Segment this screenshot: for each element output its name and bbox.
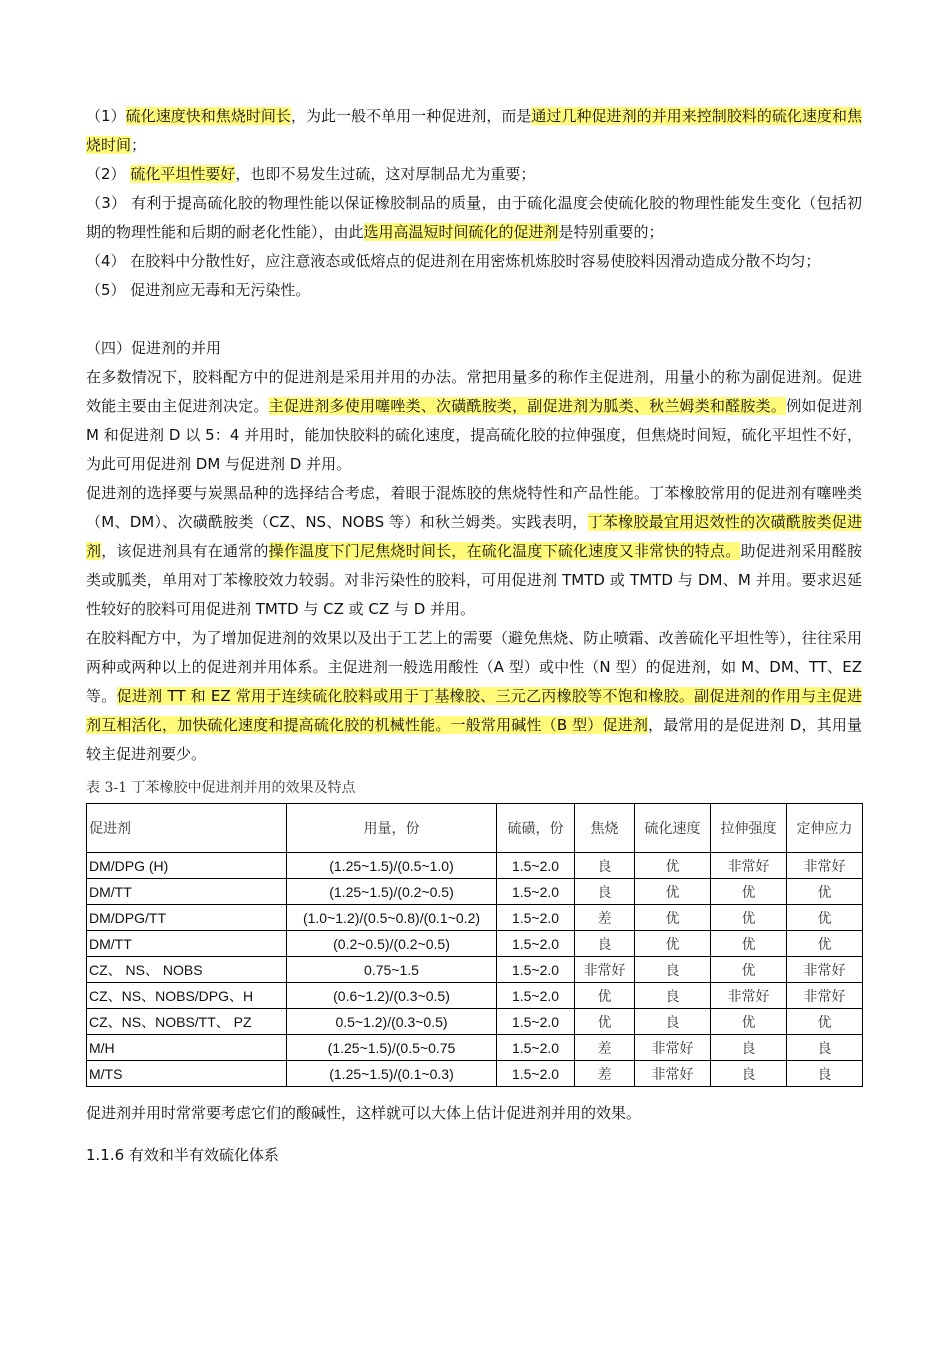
highlight: 通过几种促进剂的并用来控制胶料的硫化速度和焦烧时间 — [86, 107, 862, 154]
table-cell: 1.5~2.0 — [497, 957, 575, 983]
table-caption: 表 3-1 丁苯橡胶中促进剂并用的效果及特点 — [86, 780, 356, 796]
table-cell: 非常好 — [635, 1035, 711, 1061]
highlight: 硫化平坦性要好 — [130, 165, 236, 183]
table-cell: 优 — [711, 905, 787, 931]
table-cell: 良 — [787, 1061, 863, 1087]
table-cell: 优 — [575, 983, 635, 1009]
table-cell: DM/DPG (H) — [87, 853, 287, 879]
table-cell: 非常好 — [787, 853, 863, 879]
table-cell: 良 — [711, 1035, 787, 1061]
table-cell: 差 — [575, 1061, 635, 1087]
table-cell: (1.25~1.5)/(0.2~0.5) — [287, 879, 497, 905]
table-cell: 良 — [787, 1035, 863, 1061]
highlight: 硫化速度快和焦烧时间长 — [125, 107, 291, 125]
table-cell: CZ、NS、NOBS/TT、 PZ — [87, 1009, 287, 1035]
table-row — [87, 1061, 863, 1087]
spacer — [86, 305, 862, 334]
table-row — [87, 853, 863, 879]
table-cell: 优 — [711, 931, 787, 957]
table-cell: 良 — [575, 879, 635, 905]
paragraph-1: 在多数情况下，胶料配方中的促进剂是采用并用的办法。常把用量多的称作主促进剂，用量小的称为副促进剂。促进效能主要由主促进剂决定。主促进剂多使用噻唑类、次磺酰胺类，副促进剂为胍类、秋兰姆类和醛胺类。例如促进剂 M 和促进剂 D 以 5：4 并用时，能加快胶料的硫化速度，提高硫化胶的拉伸强度，但焦烧时间短，硫化平坦性不好，为此可用促进剂 DM 与促进剂 D 并用。 — [86, 368, 862, 473]
table-cell: 优 — [711, 957, 787, 983]
table-cell: 1.5~2.0 — [497, 931, 575, 957]
table-cell: 优 — [635, 931, 711, 957]
highlight: 促进剂 TT 和 EZ 常用于连续硫化胶料或用于丁基橡胶、三元乙丙橡胶等不饱和橡胶。副促进剂的作用与主促进剂互相活化，加快硫化速度和提高硫化胶的机械性能。一般常用碱性（B 型）促进剂 — [86, 687, 862, 734]
header-cell: 硫磺，份 — [497, 804, 575, 853]
table-row — [87, 983, 863, 1009]
table-row — [87, 957, 863, 983]
table-cell: M/TS — [87, 1061, 287, 1087]
table-cell: 1.5~2.0 — [497, 983, 575, 1009]
header-cell: 硫化速度 — [635, 804, 711, 853]
table-row — [87, 1009, 863, 1035]
table-cell: (0.6~1.2)/(0.3~0.5) — [287, 983, 497, 1009]
list-item-4: （4） 在胶料中分散性好，应注意液态或低熔点的促进剂在用密炼机炼胶时容易使胶料因滑动造成分散不均匀； — [86, 252, 821, 270]
table-cell: 良 — [635, 983, 711, 1009]
table-cell: 0.5~1.2)/(0.3~0.5) — [287, 1009, 497, 1035]
header-cell: 促进剂 — [87, 804, 287, 853]
table-cell: 优 — [635, 853, 711, 879]
accelerator-table — [86, 803, 863, 1087]
table-cell: DM/TT — [87, 931, 287, 957]
table-cell: DM/TT — [87, 879, 287, 905]
table-cell: 优 — [787, 1009, 863, 1035]
table-cell: 差 — [575, 905, 635, 931]
table-cell: 非常好 — [711, 853, 787, 879]
table-cell: 优 — [635, 905, 711, 931]
table-cell: 良 — [635, 1009, 711, 1035]
header-cell: 用量，份 — [287, 804, 497, 853]
highlight: 主促进剂多使用噻唑类、次磺酰胺类，副促进剂为胍类、秋兰姆类和醛胺类。 — [268, 397, 787, 415]
table-cell: 优 — [711, 1009, 787, 1035]
table-cell: (1.25~1.5)/(0.1~0.3) — [287, 1061, 497, 1087]
table-cell: 0.75~1.5 — [287, 957, 497, 983]
table-cell: 1.5~2.0 — [497, 879, 575, 905]
next-section-heading: 1.1.6 有效和半有效硫化体系 — [86, 1146, 279, 1164]
table-row — [87, 905, 863, 931]
list-item-5: （5） 促进剂应无毒和无污染性。 — [86, 281, 311, 299]
table-cell: (1.0~1.2)/(0.5~0.8)/(0.1~0.2) — [287, 905, 497, 931]
table-cell: 良 — [575, 931, 635, 957]
header-cell: 拉伸强度 — [711, 804, 787, 853]
table-row — [87, 1035, 863, 1061]
table-cell: 1.5~2.0 — [497, 853, 575, 879]
table-header-row — [87, 804, 863, 853]
paragraph-3: 在胶料配方中，为了增加促进剂的效果以及出于工艺上的需要（避免焦烧、防止喷霜、改善硫化平坦性等），往往采用两种或两种以上的促进剂并用体系。主促进剂一般选用酸性（A 型）或中性（N 型）的促进剂，如 M、DM、TT、EZ 等。促进剂 TT 和 EZ 常用于连续硫化胶料或用于丁基橡胶、三元乙丙橡胶等不饱和橡胶。副促进剂的作用与主促进剂互相活化，加快硫化速度和提高硫化胶的机械性能。一般常用碱性（B 型）促进剂，最常用的是促进剂 D，其用量较主促进剂要少。 — [86, 629, 863, 763]
list-item-3: （3） 有利于提高硫化胶的物理性能以保证橡胶制品的质量，由于硫化温度会使硫化胶的物理性能发生变化（包括初期的物理性能和后期的耐老化性能），由此选用高温短时间硫化的促进剂是特别重要的； — [86, 194, 862, 241]
table-cell: 非常好 — [711, 983, 787, 1009]
table-cell: M/H — [87, 1035, 287, 1061]
table-cell: 优 — [575, 1009, 635, 1035]
table-cell: 良 — [635, 957, 711, 983]
highlight: 操作温度下门尼焦烧时间长，在硫化温度下硫化速度又非常快的特点。 — [268, 542, 741, 560]
table-cell: 优 — [635, 879, 711, 905]
table-cell: 非常好 — [787, 957, 863, 983]
table-cell: 优 — [711, 879, 787, 905]
list-item-1: （1）硫化速度快和焦烧时间长，为此一般不单用一种促进剂，而是通过几种促进剂的并用来控制胶料的硫化速度和焦烧时间； — [86, 107, 862, 154]
table-cell: 良 — [711, 1061, 787, 1087]
table-row — [87, 879, 863, 905]
table-cell: CZ、 NS、 NOBS — [87, 957, 287, 983]
section-title: （四）促进剂的并用 — [86, 339, 222, 357]
after-table-note: 促进剂并用时常常要考虑它们的酸碱性，这样就可以大体上估计促进剂并用的效果。 — [86, 1104, 642, 1122]
table-cell: 非常好 — [575, 957, 635, 983]
header-cell: 定伸应力 — [787, 804, 863, 853]
table-cell: DM/DPG/TT — [87, 905, 287, 931]
list-item-2: （2） 硫化平坦性要好，也即不易发生过硫，这对厚制品尤为重要； — [86, 165, 536, 183]
table-cell: 优 — [787, 931, 863, 957]
highlight: 丁苯橡胶最宜用迟效性的次磺酰胺类促进剂 — [86, 513, 862, 560]
table-cell: 优 — [787, 905, 863, 931]
table-cell: 非常好 — [635, 1061, 711, 1087]
table-cell: (0.2~0.5)/(0.2~0.5) — [287, 931, 497, 957]
table-cell: 1.5~2.0 — [497, 1061, 575, 1087]
paragraph-2: 促进剂的选择要与炭黑品种的选择结合考虑，着眼于混炼胶的焦烧特性和产品性能。丁苯橡胶常用的促进剂有噻唑类（M、DM）、次磺酰胺类（CZ、NS、NOBS 等）和秋兰姆类。实践表明，丁苯橡胶最宜用迟效性的次磺酰胺类促进剂，该促进剂具有在通常的操作温度下门尼焦烧时间长，在硫化温度下硫化速度又非常快的特点。助促进剂采用醛胺类或胍类，单用对丁苯橡胶效力较弱。对非污染性的胶料，可用促进剂 TMTD 或 TMTD 与 DM、M 并用。要求迟延性较好的胶料可用促进剂 TMTD 与 CZ 或 CZ 与 D 并用。 — [86, 484, 862, 618]
header-cell: 焦烧 — [575, 804, 635, 853]
table-cell: CZ、NS、NOBS/DPG、H — [87, 983, 287, 1009]
table-cell: 1.5~2.0 — [497, 1035, 575, 1061]
table-row — [87, 931, 863, 957]
table-cell: 良 — [575, 853, 635, 879]
table-cell: 1.5~2.0 — [497, 905, 575, 931]
table-cell: 差 — [575, 1035, 635, 1061]
table-cell: 非常好 — [787, 983, 863, 1009]
highlight: 选用高温短时间硫化的促进剂 — [363, 223, 559, 241]
table-cell: (1.25~1.5)/(0.5~1.0) — [287, 853, 497, 879]
table-cell: 优 — [787, 879, 863, 905]
table-cell: (1.25~1.5)/(0.5~0.75 — [287, 1035, 497, 1061]
document-page — [86, 102, 862, 1165]
table-cell: 1.5~2.0 — [497, 1009, 575, 1035]
